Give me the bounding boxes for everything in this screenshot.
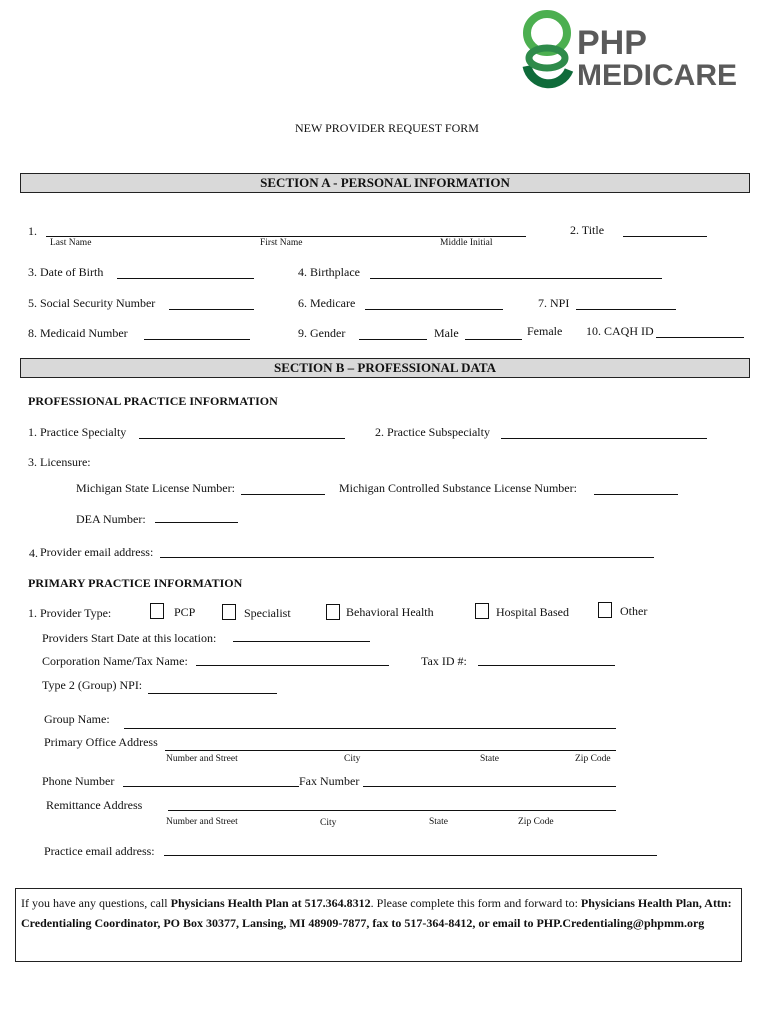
fax-label: Fax Number (299, 774, 360, 788)
medicare-label: 6. Medicare (298, 296, 356, 310)
start-date-input-line[interactable] (233, 641, 370, 642)
remit-zip-label: Zip Code (518, 817, 554, 827)
mi-controlled-substance-label: Michigan Controlled Substance License Number: (339, 481, 577, 495)
medicare-input-line[interactable] (365, 309, 503, 310)
practice-subspecialty-label: 2. Practice Subspecialty (375, 425, 490, 439)
practice-specialty-label: 1. Practice Specialty (28, 425, 127, 439)
practice-email-input-line[interactable] (164, 855, 657, 856)
provider-email-label: Provider email address: (40, 545, 154, 559)
caqh-input-line[interactable] (656, 337, 744, 338)
dea-input-line[interactable] (155, 522, 238, 523)
primary-state-label: State (480, 754, 499, 764)
pcp-checkbox[interactable] (150, 603, 164, 619)
male-label: Male (434, 326, 459, 340)
birthplace-input-line[interactable] (370, 278, 662, 279)
provider-type-label: 1. Provider Type: (28, 606, 112, 620)
other-label: Other (620, 604, 648, 618)
medicaid-input-line[interactable] (144, 339, 250, 340)
other-checkbox[interactable] (598, 602, 612, 618)
remittance-input-line[interactable] (168, 810, 616, 811)
ssn-label: 5. Social Security Number (28, 296, 156, 310)
ssn-input-line[interactable] (169, 309, 254, 310)
primary-zip-label: Zip Code (575, 754, 611, 764)
middle-initial-label: Middle Initial (440, 238, 493, 248)
remit-state-label: State (429, 817, 448, 827)
primary-number-street-label: Number and Street (166, 754, 238, 764)
title-label: 2. Title (570, 223, 605, 237)
fax-input-line[interactable] (363, 786, 616, 787)
licensure-label: 3. Licensure: (28, 455, 91, 469)
mi-controlled-input-line[interactable] (594, 494, 678, 495)
tax-id-input-line[interactable] (478, 665, 615, 666)
gender-label: 9. Gender (298, 326, 346, 340)
contact-info-box (15, 888, 742, 962)
practice-subspecialty-input-line[interactable] (501, 438, 707, 439)
practice-specialty-input-line[interactable] (139, 438, 345, 439)
female-label: Female (527, 324, 563, 338)
primary-office-input-line[interactable] (165, 750, 616, 751)
mi-state-license-input-line[interactable] (241, 494, 325, 495)
mi-state-license-label: Michigan State License Number: (76, 481, 235, 495)
start-date-label: Providers Start Date at this location: (42, 631, 217, 645)
phone-input-line[interactable] (123, 786, 299, 787)
phone-label: Phone Number (42, 774, 115, 788)
last-name-label: Last Name (50, 238, 92, 248)
logo-medicare-text: MEDICARE (577, 59, 738, 92)
remit-number-street-label: Number and Street (166, 817, 238, 827)
medicaid-label: 8. Medicaid Number (28, 326, 128, 340)
footer-text-1: If you have any questions, call (21, 896, 171, 910)
type2-npi-input-line[interactable] (148, 693, 277, 694)
primary-city-label: City (344, 754, 361, 764)
type2-npi-label: Type 2 (Group) NPI: (42, 678, 143, 692)
dea-label: DEA Number: (76, 512, 146, 526)
logo-php-text: PHP (577, 24, 647, 62)
name-input-line[interactable] (46, 236, 526, 237)
footer-text-2: . Please complete this form and forward to: (370, 896, 581, 910)
corp-name-input-line[interactable] (196, 665, 389, 666)
provider-email-input-line[interactable] (160, 557, 654, 558)
specialist-checkbox[interactable] (222, 604, 236, 620)
remit-city-label: City (320, 818, 337, 828)
behavioral-health-checkbox[interactable] (326, 604, 340, 620)
primary-office-label: Primary Office Address (44, 735, 158, 749)
corp-name-label: Corporation Name/Tax Name: (42, 654, 188, 668)
group-name-input-line[interactable] (124, 728, 616, 729)
npi-label: 7. NPI (538, 296, 570, 310)
specialist-label: Specialist (244, 606, 291, 620)
first-name-label: First Name (260, 238, 303, 248)
footer-phone: Physicians Health Plan at 517.364.8312 (170, 896, 371, 910)
footer-address: Physicians Health Plan, Attn: Credentialing Coordinator, PO Box 30377, Lansing, MI 48909-7877, fax to 517-364-8412, or email to PHP.Credentialing@phpmm.org (21, 896, 732, 930)
female-input-line[interactable] (465, 339, 522, 340)
birthplace-label: 4. Birthplace (298, 265, 360, 279)
npi-input-line[interactable] (576, 309, 676, 310)
field-1-number: 1. (28, 224, 37, 238)
remittance-label: Remittance Address (46, 798, 143, 812)
title-input-line[interactable] (623, 236, 707, 237)
practice-email-label: Practice email address: (44, 844, 155, 858)
section-b-header: SECTION B – PROFESSIONAL DATA (20, 358, 750, 378)
hospital-based-checkbox[interactable] (475, 603, 489, 619)
form-title: NEW PROVIDER REQUEST FORM (295, 121, 479, 135)
behavioral-health-label: Behavioral Health (346, 605, 434, 619)
dob-input-line[interactable] (117, 278, 254, 279)
caqh-label: 10. CAQH ID (586, 324, 654, 338)
group-name-label: Group Name: (44, 712, 110, 726)
section-a-header: SECTION A - PERSONAL INFORMATION (20, 173, 750, 193)
tax-id-label: Tax ID #: (421, 654, 467, 668)
male-input-line[interactable] (359, 339, 427, 340)
pcp-label: PCP (174, 605, 196, 619)
dob-label: 3. Date of Birth (28, 265, 104, 279)
primary-practice-heading: PRIMARY PRACTICE INFORMATION (28, 576, 243, 590)
provider-email-number: 4. (29, 546, 38, 560)
hospital-based-label: Hospital Based (496, 605, 569, 619)
professional-practice-heading: PROFESSIONAL PRACTICE INFORMATION (28, 394, 278, 408)
